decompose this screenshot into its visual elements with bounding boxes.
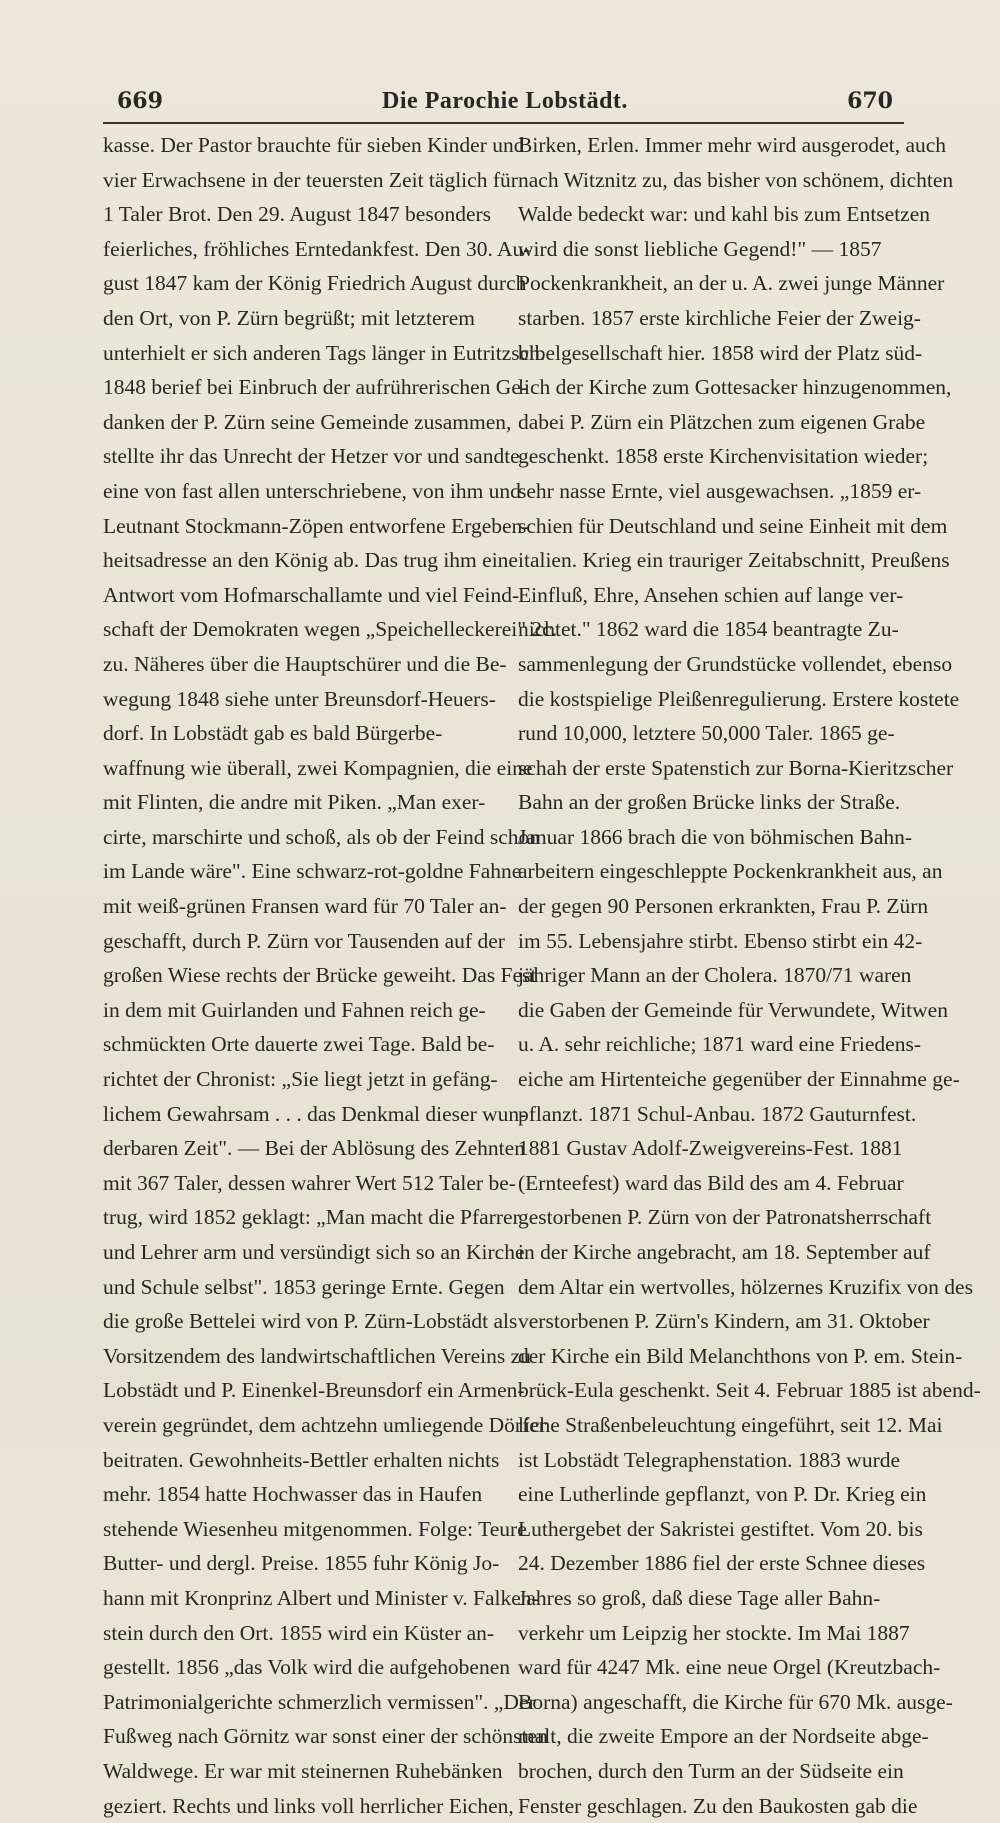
- right-column-line: Birken, Erlen. Immer mehr wird ausgerodet, auch: [518, 128, 918, 163]
- left-column-line: verein gegründet, dem achtzehn umliegende Dörfer: [103, 1408, 501, 1443]
- left-column-line: heitsadresse an den König ab. Das trug ihm eine: [103, 543, 501, 578]
- right-column-line: schah der erste Spatenstich zur Borna-Kieritzscher: [518, 751, 918, 786]
- right-column-line: schien für Deutschland und seine Einheit mit dem: [518, 509, 918, 544]
- left-column-line: vier Erwachsene in der teuersten Zeit täglich für: [103, 163, 501, 198]
- left-column-line: richtet der Chronist: „Sie liegt jetzt in gefäng-: [103, 1062, 501, 1097]
- left-column-line: dorf. In Lobstädt gab es bald Bürgerbe-: [103, 716, 501, 751]
- right-column-line: dabei P. Zürn ein Plätzchen zum eigenen Grabe: [518, 405, 918, 440]
- right-column-line: nach Witznitz zu, das bisher von schönem, dichten: [518, 163, 918, 198]
- right-column-line: arbeitern eingeschleppte Pockenkrankheit aus, an: [518, 854, 918, 889]
- left-column-line: hann mit Kronprinz Albert und Minister v. Falken-: [103, 1581, 501, 1616]
- left-column-line: gestellt. 1856 „das Volk wird die aufgehobenen: [103, 1650, 501, 1685]
- page-number-right: 670: [847, 88, 893, 114]
- left-column-line: waffnung wie überall, zwei Kompagnien, die eine: [103, 751, 501, 786]
- left-column-line: kasse. Der Pastor brauchte für sieben Kinder und: [103, 128, 501, 163]
- left-column-line: schaft der Demokraten wegen „Speichelleckerei" 2c.: [103, 612, 501, 647]
- right-column-line: jähriger Mann an der Cholera. 1870/71 waren: [518, 958, 918, 993]
- right-column-line: dem Altar ein wertvolles, hölzernes Kruzifix von des: [518, 1270, 918, 1305]
- left-column-line: danken der P. Zürn seine Gemeinde zusammen,: [103, 405, 501, 440]
- right-column-line: eine Lutherlinde gepflanzt, von P. Dr. Krieg ein: [518, 1477, 918, 1512]
- page-number-left: 669: [117, 88, 163, 114]
- left-column-line: im Lande wäre". Eine schwarz-rot-goldne Fahne: [103, 854, 501, 889]
- right-column-line: der gegen 90 Personen erkrankten, Frau P. Zürn: [518, 889, 918, 924]
- left-column-line: gust 1847 kam der König Friedrich August durch: [103, 266, 501, 301]
- right-column-line: lich der Kirche zum Gottesacker hinzugenommen,: [518, 370, 918, 405]
- right-column-line: gestorbenen P. Zürn von der Patronatsherrschaft: [518, 1200, 918, 1235]
- right-column-line: ist Lobstädt Telegraphenstation. 1883 wurde: [518, 1443, 918, 1478]
- right-column-line: Jahres so groß, daß diese Tage aller Bahn-: [518, 1581, 918, 1616]
- right-column-line: 1881 Gustav Adolf-Zweigvereins-Fest. 1881: [518, 1131, 918, 1166]
- right-column-line: (Ernteefest) ward das Bild des am 4. Februar: [518, 1166, 918, 1201]
- left-column-line: cirte, marschirte und schoß, als ob der Feind schon: [103, 820, 501, 855]
- left-column-line: beitraten. Gewohnheits-Bettler erhalten nichts: [103, 1443, 501, 1478]
- right-column-line: die kostspielige Pleißenregulierung. Erstere kostete: [518, 682, 918, 717]
- right-column-line: der Kirche ein Bild Melanchthons von P. em. Stein-: [518, 1339, 918, 1374]
- left-column: [103, 128, 501, 1823]
- right-column-line: Walde bedeckt war: und kahl bis zum Entsetzen: [518, 197, 918, 232]
- left-column-line: mit Flinten, die andre mit Piken. „Man exer-: [103, 785, 501, 820]
- left-column-line: stein durch den Ort. 1855 wird ein Küster an-: [103, 1616, 501, 1651]
- left-column-line: die große Bettelei wird von P. Zürn-Lobstädt als: [103, 1304, 501, 1339]
- left-column-line: in dem mit Guirlanden und Fahnen reich ge-: [103, 993, 501, 1028]
- left-column-line: Leutnant Stockmann-Zöpen entworfene Ergeben-: [103, 509, 501, 544]
- right-column-line: wird die sonst liebliche Gegend!" — 1857: [518, 232, 918, 267]
- right-column-line: brochen, durch den Turm an der Südseite ein: [518, 1754, 918, 1789]
- right-column-line: Luthergebet der Sakristei gestiftet. Vom 20. bis: [518, 1512, 918, 1547]
- left-column-line: Waldwege. Er war mit steinernen Ruhebänken: [103, 1754, 501, 1789]
- right-column-line: sehr nasse Ernte, viel ausgewachsen. „1859 er-: [518, 474, 918, 509]
- left-column-line: und Lehrer arm und versündigt sich so an Kirche: [103, 1235, 501, 1270]
- left-column-line: geschafft, durch P. Zürn vor Tausenden auf der: [103, 924, 501, 959]
- right-column-line: Fenster geschlagen. Zu den Baukosten gab die: [518, 1789, 918, 1823]
- right-column-line: geschenkt. 1858 erste Kirchenvisitation wieder;: [518, 439, 918, 474]
- right-column-line: u. A. sehr reichliche; 1871 ward eine Friedens-: [518, 1027, 918, 1062]
- left-column-line: wegung 1848 siehe unter Breunsdorf-Heuers-: [103, 682, 501, 717]
- right-column-line: pflanzt. 1871 Schul-Anbau. 1872 Gauturnfest.: [518, 1097, 918, 1132]
- left-column-line: unterhielt er sich anderen Tags länger in Eutritzsch.: [103, 336, 501, 371]
- left-column-line: schmückten Orte dauerte zwei Tage. Bald be-: [103, 1027, 501, 1062]
- left-column-line: Butter- und dergl. Preise. 1855 fuhr König Jo-: [103, 1546, 501, 1581]
- right-column-line: im 55. Lebensjahre stirbt. Ebenso stirbt ein 42-: [518, 924, 918, 959]
- left-column-line: Vorsitzendem des landwirtschaftlichen Vereins zu: [103, 1339, 501, 1374]
- right-column: [518, 128, 918, 1823]
- running-title: Die Parochie Lobstädt.: [117, 88, 893, 115]
- left-column-line: eine von fast allen unterschriebene, von ihm und: [103, 474, 501, 509]
- left-column-line: mehr. 1854 hatte Hochwasser das in Haufen: [103, 1477, 501, 1512]
- right-column-line: in der Kirche angebracht, am 18. September auf: [518, 1235, 918, 1270]
- left-column-line: geziert. Rechts und links voll herrlicher Eichen,: [103, 1789, 501, 1823]
- right-column-line: brück-Eula geschenkt. Seit 4. Februar 1885 ist abend-: [518, 1373, 918, 1408]
- right-column-line: sammenlegung der Grundstücke vollendet, ebenso: [518, 647, 918, 682]
- right-column-line: Borna) angeschafft, die Kirche für 670 Mk. ausge-: [518, 1685, 918, 1720]
- left-column-line: mit 367 Taler, dessen wahrer Wert 512 Taler be-: [103, 1166, 501, 1201]
- right-column-line: ward für 4247 Mk. eine neue Orgel (Kreutzbach-: [518, 1650, 918, 1685]
- left-column-line: Lobstädt und P. Einenkel-Breunsdorf ein Armen-: [103, 1373, 501, 1408]
- left-column-line: mit weiß-grünen Fransen ward für 70 Taler an-: [103, 889, 501, 924]
- right-column-line: nichtet." 1862 ward die 1854 beantragte Zu-: [518, 612, 918, 647]
- right-column-line: die Gaben der Gemeinde für Verwundete, Witwen: [518, 993, 918, 1028]
- left-column-line: zu. Näheres über die Hauptschürer und die Be-: [103, 647, 501, 682]
- right-column-line: starben. 1857 erste kirchliche Feier der Zweig-: [518, 301, 918, 336]
- left-column-line: Patrimonialgerichte schmerzlich vermissen". „Der: [103, 1685, 501, 1720]
- left-column-line: Fußweg nach Görnitz war sonst einer der schönsten: [103, 1719, 501, 1754]
- left-column-line: 1 Taler Brot. Den 29. August 1847 besonders: [103, 197, 501, 232]
- left-column-line: 1848 berief bei Einbruch der aufrührerischen Ge-: [103, 370, 501, 405]
- right-column-line: liche Straßenbeleuchtung eingeführt, seit 12. Mai: [518, 1408, 918, 1443]
- right-column-line: Einfluß, Ehre, Ansehen schien auf lange ver-: [518, 578, 918, 613]
- right-column-line: bibelgesellschaft hier. 1858 wird der Platz süd-: [518, 336, 918, 371]
- right-column-line: Januar 1866 brach die von böhmischen Bahn-: [518, 820, 918, 855]
- left-column-line: großen Wiese rechts der Brücke geweiht. Das Fest: [103, 958, 501, 993]
- right-column-line: Pockenkrankheit, an der u. A. zwei junge Männer: [518, 266, 918, 301]
- right-column-line: Bahn an der großen Brücke links der Straße.: [518, 785, 918, 820]
- left-column-line: stehende Wiesenheu mitgenommen. Folge: Teure: [103, 1512, 501, 1547]
- right-column-line: verkehr um Leipzig her stockte. Im Mai 1887: [518, 1616, 918, 1651]
- right-column-line: eiche am Hirtenteiche gegenüber der Einnahme ge-: [518, 1062, 918, 1097]
- right-column-line: rund 10,000, letztere 50,000 Taler. 1865 ge-: [518, 716, 918, 751]
- left-column-line: Antwort vom Hofmarschallamte und viel Feind-: [103, 578, 501, 613]
- left-column-line: lichem Gewahrsam . . . das Denkmal dieser wun-: [103, 1097, 501, 1132]
- right-column-line: 24. Dezember 1886 fiel der erste Schnee dieses: [518, 1546, 918, 1581]
- left-column-line: feierliches, fröhliches Erntedankfest. Den 30. Au-: [103, 232, 501, 267]
- left-column-line: derbaren Zeit". — Bei der Ablösung des Zehnten: [103, 1131, 501, 1166]
- header-rule: [103, 122, 904, 124]
- left-column-line: stellte ihr das Unrecht der Hetzer vor und sandte: [103, 439, 501, 474]
- running-header: [117, 82, 893, 122]
- left-column-line: und Schule selbst". 1853 geringe Ernte. Gegen: [103, 1270, 501, 1305]
- right-column-line: verstorbenen P. Zürn's Kindern, am 31. Oktober: [518, 1304, 918, 1339]
- left-column-line: den Ort, von P. Zürn begrüßt; mit letzterem: [103, 301, 501, 336]
- left-column-line: trug, wird 1852 geklagt: „Man macht die Pfarrer: [103, 1200, 501, 1235]
- right-column-line: malt, die zweite Empore an der Nordseite abge-: [518, 1719, 918, 1754]
- right-column-line: italien. Krieg ein trauriger Zeitabschnitt, Preußens: [518, 543, 918, 578]
